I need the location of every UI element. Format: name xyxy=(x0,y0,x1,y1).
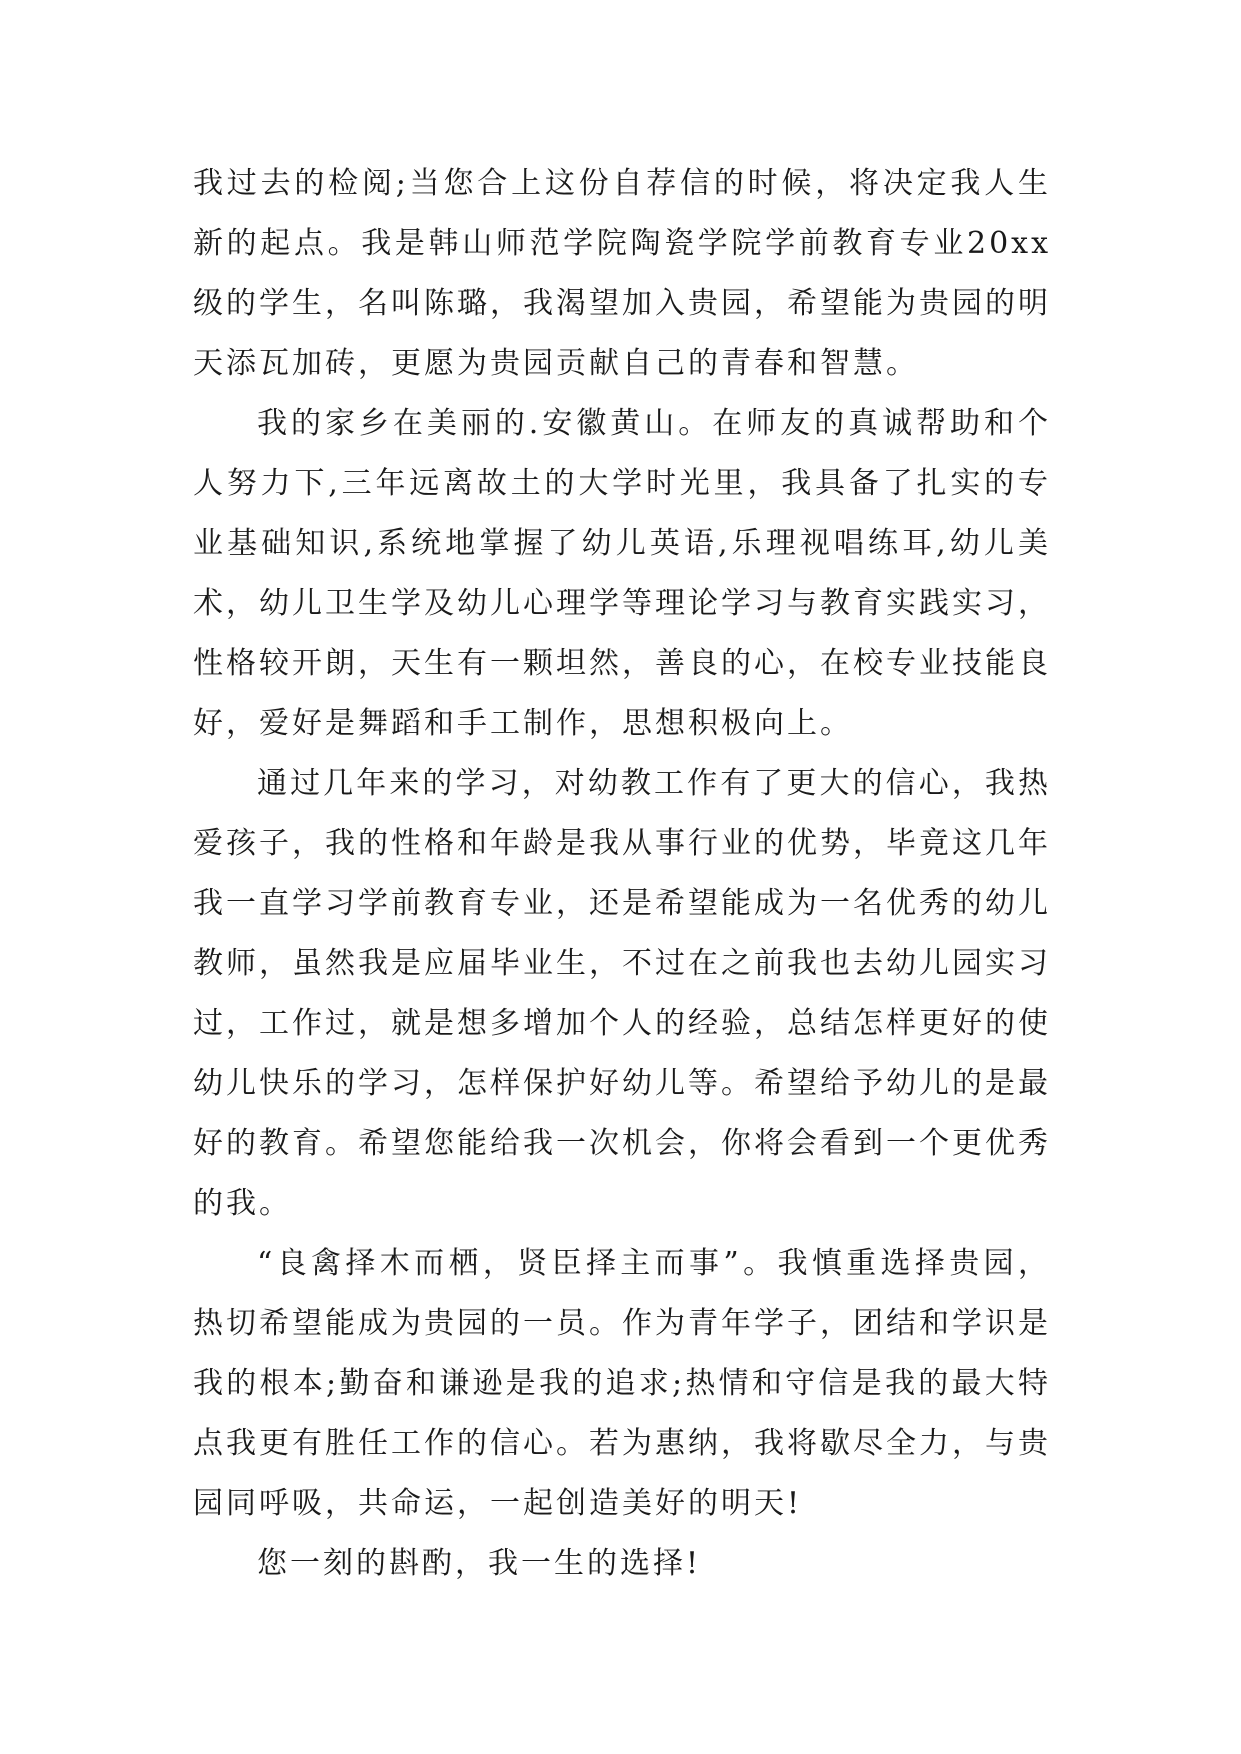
letter-body xyxy=(193,154,1051,1594)
paragraph-choice: “良禽择木而栖，贤臣择主而事”。我慎重选择贵园，热切希望能成为贵园的一员。作为青年学子，团结和学识是我的根本;勤奋和谦逊是我的追求;热情和守信是我的最大特点我更有胜任工作的信心。若为惠纳，我将歇尽全力，与贵园同呼吸，共命运，一起创造美好的明天! xyxy=(193,1246,1051,1521)
paragraph-closing: 您一刻的斟酌，我一生的选择! xyxy=(257,1546,702,1581)
paragraph-motivation: 通过几年来的学习，对幼教工作有了更大的信心，我热爱孩子，我的性格和年龄是我从事行业的优势，毕竟这几年我一直学习学前教育专业，还是希望能成为一名优秀的幼儿教师，虽然我是应届毕业生，不过在之前我也去幼儿园实习过，工作过，就是想多增加个人的经验，总结怎样更好的使幼儿快乐的学习，怎样保护好幼儿等。希望给予幼儿的是最好的教育。希望您能给我一次机会，你将会看到一个更优秀的我。 xyxy=(193,766,1051,1221)
paragraph-continuation: 我过去的检阅;当您合上这份自荐信的时候，将决定我人生新的起点。我是韩山师范学院陶瓷学院学前教育专业20xx级的学生，名叫陈璐，我渴望加入贵园，希望能为贵园的明天添瓦加砖，更愿为贵园贡献自己的青春和智慧。 xyxy=(193,166,1051,381)
paragraph-hometown: 我的家乡在美丽的.安徽黄山。在师友的真诚帮助和个人努力下,三年远离故土的大学时光里，我具备了扎实的专业基础知识,系统地掌握了幼儿英语,乐理视唱练耳,幼儿美术，幼儿卫生学及幼儿心理学等理论学习与教育实践实习，性格较开朗，天生有一颗坦然，善良的心，在校专业技能良好，爱好是舞蹈和手工制作，思想积极向上。 xyxy=(193,406,1051,741)
